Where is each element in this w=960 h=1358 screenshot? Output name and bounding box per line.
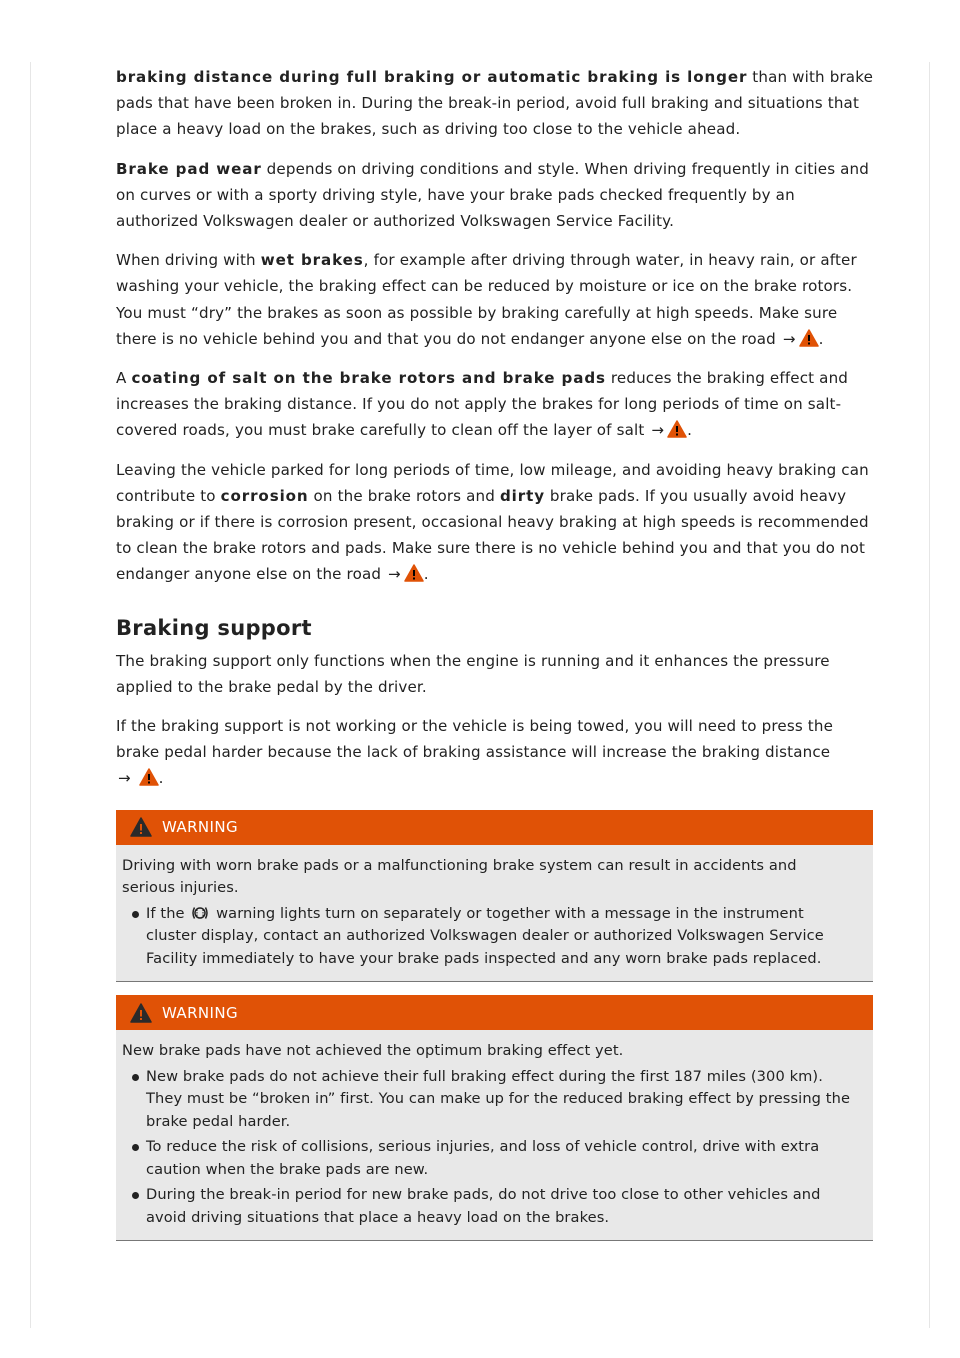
- arrow-right-icon: →: [388, 565, 401, 584]
- paragraph-wet-brakes: [116, 247, 873, 352]
- sentence-end: .: [158, 769, 164, 788]
- brake-pad-wear-icon: [191, 905, 209, 921]
- warning-triangle-icon: [799, 329, 819, 347]
- bold-term: dirty: [499, 486, 545, 505]
- paragraph-text: , for example after driving through water, in heavy rain, or after washing your vehicle, the braking effect can be reduced by moisture or ice on the brake rotors. You must “dry” the brakes as soon as possible by braking carefully at high speeds. Make sure there is no vehicle behind you and that you do not endanger anyone else on the road: [116, 251, 857, 348]
- bold-term: corrosion: [220, 486, 309, 505]
- paragraph-break-in: [116, 64, 873, 143]
- warning-triangle-icon: [667, 420, 687, 438]
- warning-list: [122, 903, 853, 971]
- paragraph-text: brake pads. If you usually avoid heavy braking or if there is corrosion present, occasional heavy braking at high speeds is recommended to clean the brake rotors and pads. Make sure there is no vehicle behind you and that you do not endanger anyone else on the road: [116, 486, 869, 584]
- sentence-end: .: [818, 329, 824, 348]
- list-text: If the: [146, 904, 190, 922]
- warning-reference[interactable]: [781, 330, 819, 348]
- warning-header: [116, 995, 873, 1030]
- warning-list-item: During the break-in period for new brake pads, do not drive too close to other vehicles and avoid driving situations that place a heavy load on the brakes.: [122, 1184, 853, 1229]
- sentence-end: .: [687, 421, 693, 440]
- warning-triangle-icon: [130, 817, 152, 837]
- warning-list-item: To reduce the risk of collisions, serious injuries, and loss of vehicle control, drive with extra caution when the brake pads are new.: [122, 1136, 853, 1181]
- warning-triangle-icon: [139, 768, 159, 786]
- manual-page-content: [116, 64, 873, 1241]
- warning-list: [122, 1066, 853, 1230]
- paragraph-braking-support: The braking support only functions when the engine is running and it enhances the pressure applied to the brake pedal by the driver.: [116, 651, 830, 696]
- bold-term: wet brakes: [260, 251, 364, 270]
- warning-header: [116, 810, 873, 845]
- warning-list-item: [122, 903, 853, 971]
- warning-body: [116, 1030, 873, 1241]
- arrow-right-icon: →: [118, 769, 131, 788]
- section-heading: Braking support: [116, 615, 312, 640]
- warning-body: [116, 845, 873, 983]
- warning-list-item: New brake pads do not achieve their full braking effect during the first 187 miles (300 km). They must be “broken in” first. You can make up for the reduced braking effect by pressing the brake pedal harder.: [122, 1066, 853, 1134]
- paragraph-text: A: [116, 369, 132, 388]
- paragraph-braking-support-towed: [116, 713, 873, 792]
- paragraph-salt-coating: [116, 365, 873, 444]
- page-margin-rule-right: [929, 62, 930, 1328]
- warning-intro: New brake pads have not achieved the optimum braking effect yet.: [122, 1042, 624, 1060]
- page-margin-rule-left: [30, 62, 31, 1328]
- list-text: warning lights turn on separately or together with a message in the instrument cluster display, contact an authorized Volkswagen dealer or authorized Volkswagen Service Facility immediately to have your brake pads inspected and any worn brake pads replaced.: [146, 904, 824, 967]
- warning-intro: Driving with worn brake pads or a malfunctioning brake system can result in accidents and serious injuries.: [122, 856, 797, 897]
- paragraph-text: than with brake pads that have been broken in. During the break-in period, avoid full braking and situations that place a heavy load on the brakes, such as driving too close to the vehicle ahead.: [116, 68, 874, 139]
- paragraph-brake-pad-wear: [116, 156, 873, 235]
- sentence-end: .: [423, 565, 429, 584]
- paragraph-text: on the brake rotors and: [308, 486, 500, 505]
- paragraph-corrosion: [116, 457, 873, 588]
- paragraph-text: Leaving the vehicle parked for long periods of time, low mileage, and avoiding heavy braking can contribute to: [116, 460, 869, 505]
- warning-reference[interactable]: [386, 565, 424, 583]
- warning-reference[interactable]: [116, 769, 159, 787]
- warning-triangle-icon: [130, 1003, 152, 1023]
- paragraph-text: reduces the braking effect and increases the braking distance. If you do not apply the brakes for long periods of time on salt-covered roads, you must brake carefully to clean off the layer of salt: [116, 369, 849, 440]
- paragraph-text: If the braking support is not working or the vehicle is being towed, you will need to press the brake pedal harder because the lack of braking assistance will increase the braking distance: [116, 717, 834, 762]
- arrow-right-icon: →: [782, 329, 796, 348]
- bold-term: coating of salt on the brake rotors and brake pads: [131, 369, 606, 388]
- bold-term: Brake pad wear: [116, 159, 262, 178]
- warning-title: WARNING: [162, 1003, 238, 1022]
- bold-term: braking distance during full braking or automatic braking is longer: [116, 68, 748, 86]
- warning-reference[interactable]: [649, 421, 687, 439]
- paragraph-text: depends on driving conditions and style. When driving frequently in cities and on curves or with a sporty driving style, have your brake pads checked frequently by an authorized Volkswagen dealer or authorized Volkswagen Service Facility.: [116, 159, 870, 231]
- warning-triangle-icon: [404, 564, 424, 582]
- warning-box-new-pads: [116, 995, 873, 1241]
- warning-box-worn-pads: [116, 810, 873, 983]
- arrow-right-icon: →: [651, 421, 665, 440]
- warning-title: WARNING: [162, 818, 238, 837]
- paragraph-text: When driving with: [116, 251, 261, 270]
